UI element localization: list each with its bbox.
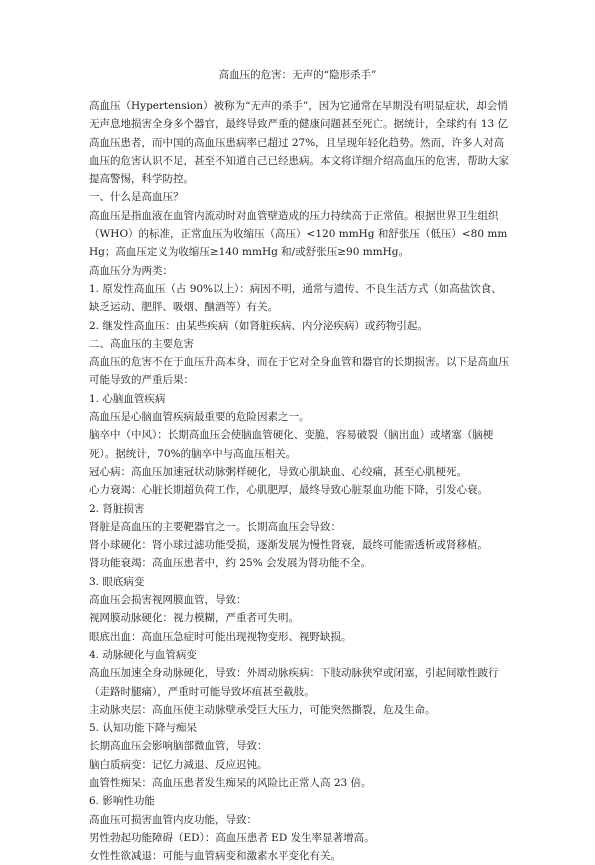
paragraph: 高血压的危害不在于血压升高本身，而在于它对全身血管和器官的长期损害。以下是高血压可能导致的严重后果： bbox=[89, 356, 509, 387]
paragraph: 主动脉夹层：高血压使主动脉壁承受巨大压力，可能突然撕裂，危及生命。 bbox=[89, 703, 436, 716]
paragraph: 4. 动脉硬化与血管病变 bbox=[89, 648, 197, 661]
paragraph: 脑白质病变：记忆力减退、反应迟钝。 bbox=[89, 758, 268, 771]
paragraph: 心力衰竭：心脏长期超负荷工作，心肌肥厚，最终导致心脏泵血功能下降，引发心衰。 bbox=[89, 484, 488, 497]
paragraph: 1. 原发性高血压（占 90%以上）：病因不明，通常与遗传、不良生活方式（如高盐饮食、缺乏运动、肥胖、吸烟、酗酒等）有关。 bbox=[89, 282, 502, 314]
paragraph: 高血压可损害血管内皮功能，导致： bbox=[89, 813, 257, 826]
paragraph: 肾功能衰竭：高血压患者中，约 25% 会发展为肾功能不全。 bbox=[89, 557, 372, 570]
paragraph: 高血压分为两类： bbox=[89, 264, 173, 277]
paragraph: 视网膜动脉硬化：视力模糊，严重者可失明。 bbox=[89, 612, 299, 625]
paragraph: 高血压是心脑血管疾病最重要的危险因素之一。 bbox=[89, 411, 310, 424]
paragraph: 高血压加速全身动脉硬化，导致：外周动脉疾病：下肢动脉狭窄或闭塞，引起间歇性跛行（走路时腿痛），严重时可能导致坏疽甚至截肢。 bbox=[89, 667, 499, 698]
paragraph: 长期高血压会影响脑部微血管，导致： bbox=[89, 740, 268, 753]
paragraph: 冠心病：高血压加速冠状动脉粥样硬化，导致心肌缺血、心绞痛，甚至心肌梗死。 bbox=[89, 465, 467, 478]
document-title: 高血压的危害：无声的“隐形杀手” bbox=[218, 69, 377, 81]
paragraph: 3. 眼底病变 bbox=[89, 575, 145, 588]
paragraph: 眼底出血：高血压急症时可能出现视物变形、视野缺损。 bbox=[89, 630, 352, 643]
paragraph: 高血压是指血液在血管内流动时对血管壁造成的压力持续高于正常值。根据世界卫生组织（WHO）的标准，正常血压为收缩压（高压）<120 mmHg 和舒张压（低压）<80 mmHg；高血压定义为收缩压≥140 mmHg 和/或舒张压≥90 mmHg。 bbox=[89, 209, 508, 259]
paragraph: 高血压会损害视网膜血管，导致： bbox=[89, 594, 247, 607]
paragraph: 血管性痴呆：高血压患者发生痴呆的风险比正常人高 23 倍。 bbox=[89, 776, 372, 789]
paragraph: 5. 认知功能下降与痴呆 bbox=[89, 722, 197, 735]
paragraph: 2. 继发性高血压：由某些疾病（如肾脏疾病、内分泌疾病）或药物引起。 bbox=[89, 319, 428, 332]
paragraph: 高血压（Hypertension）被称为“无声的杀手”，因为它通常在早期没有明显症状，却会悄无声息地损害全身多个器官，最终导致严重的健康问题甚至死亡。据统计，全球约有 13 亿高血压患者，而中国的高血压患病率已超过 27%，且呈现年轻化趋势。然而，许多人对高血压的危害认识不足，甚至不知道自己已经患病。本文将详细介绍高血压的危害，帮助大家提高警惕，科学防控。 bbox=[89, 100, 509, 186]
paragraph: 女性性欲减退：可能与血管病变和激素水平变化有关。 bbox=[89, 850, 341, 863]
paragraph: 男性勃起功能障碍（ED）：高血压患者 ED 发生率显著增高。 bbox=[89, 831, 375, 844]
paragraph: 2. 肾脏损害 bbox=[89, 502, 145, 515]
paragraph: 6. 影响性功能 bbox=[89, 795, 155, 808]
paragraph: 一、什么是高血压？ bbox=[89, 191, 184, 204]
paragraph: 1. 心脑血管疾病 bbox=[89, 392, 166, 405]
paragraph: 肾脏是高血压的主要靶器官之一。长期高血压会导致： bbox=[89, 520, 341, 533]
document-body bbox=[89, 97, 510, 865]
paragraph: 肾小球硬化：肾小球过滤功能受损，逐渐发展为慢性肾衰，最终可能需透析或肾移植。 bbox=[89, 539, 488, 552]
paragraph: 二、高血压的主要危害 bbox=[89, 337, 194, 350]
paragraph: 脑卒中（中风）：长期高血压会使脑血管硬化、变脆，容易破裂（脑出血）或堵塞（脑梗死）。据统计，70%的脑卒中与高血压相关。 bbox=[89, 429, 494, 460]
